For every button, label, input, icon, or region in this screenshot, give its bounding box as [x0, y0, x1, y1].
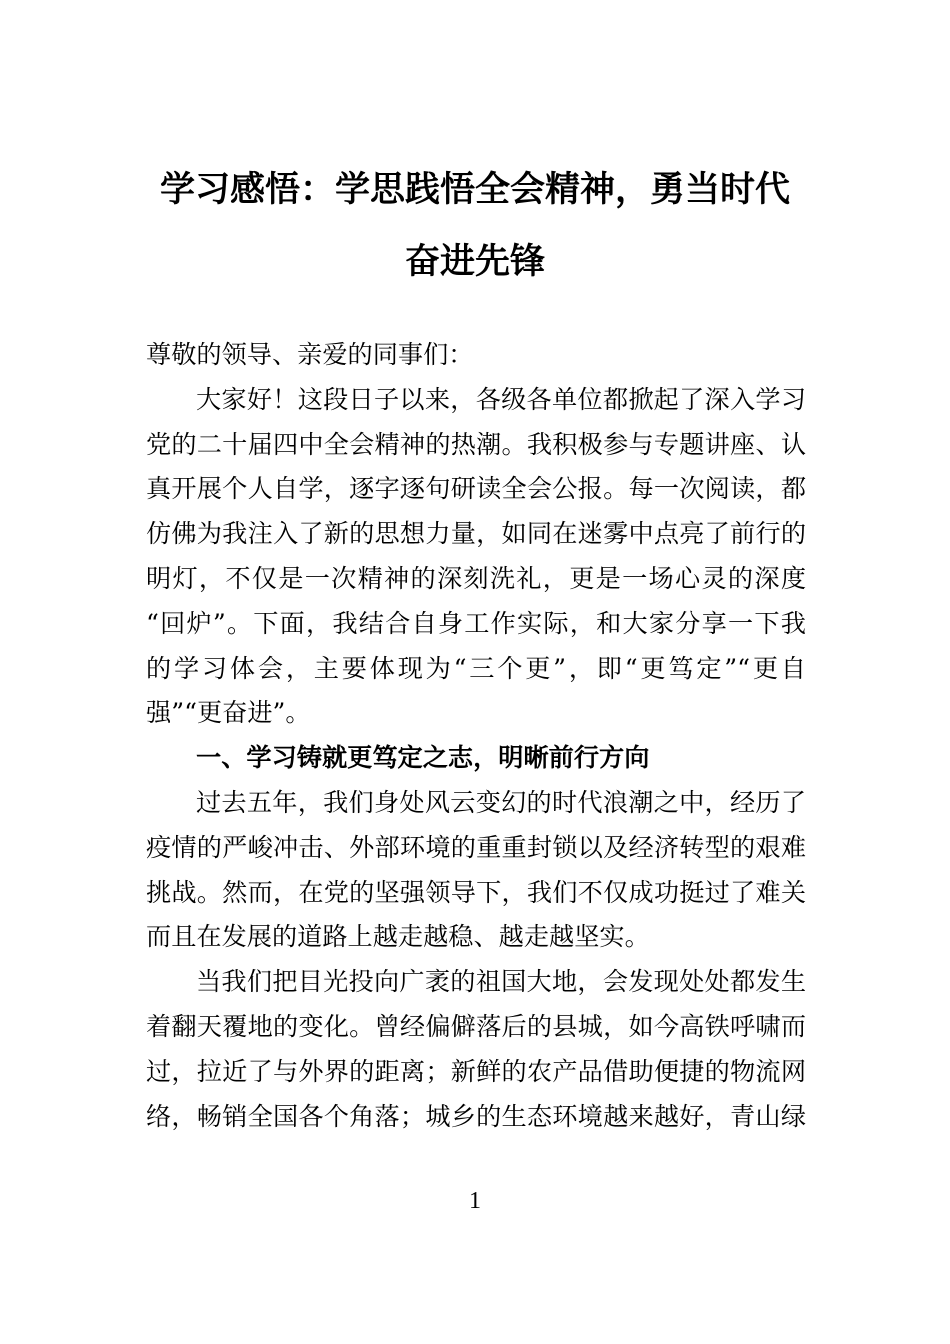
text-line: 明灯，不仅是一次精神的深刻洗礼，更是一场心灵的深度	[146, 563, 806, 593]
section-heading: 一、学习铸就更笃定之志，明晰前行方向	[196, 743, 650, 773]
text-line: 真开展个人自学，逐字逐句研读全会公报。每一次阅读，都	[146, 474, 806, 504]
text-line: 当我们把目光投向广袤的祖国大地，会发现处处都发生	[196, 967, 806, 997]
text-line: 挑战。然而，在党的坚强领导下，我们不仅成功挺过了难关	[146, 877, 806, 907]
text-line: 着翻天覆地的变化。曾经偏僻落后的县城，如今高铁呼啸而	[146, 1011, 806, 1041]
text-line: 尊敬的领导、亲爱的同事们：	[146, 340, 474, 369]
text-line: “回炉”。下面，我结合自身工作实际，和大家分享一下我	[146, 608, 806, 638]
page-number: 1	[469, 1188, 481, 1214]
text-line: 仿佛为我注入了新的思想力量，如同在迷雾中点亮了前行的	[146, 519, 806, 549]
text-line: 过去五年，我们身处风云变幻的时代浪潮之中，经历了	[196, 787, 806, 817]
text-line: 强”“更奋进”。	[146, 698, 311, 728]
title-line-2: 奋进先锋	[404, 242, 545, 282]
title-line-1: 学习感悟：学思践悟全会精神，勇当时代	[159, 170, 790, 210]
text-line: 党的二十届四中全会精神的热潮。我积极参与专题讲座、认	[146, 429, 806, 459]
text-line: 过，拉近了与外界的距离；新鲜的农产品借助便捷的物流网	[146, 1056, 806, 1086]
document-title	[0, 154, 950, 298]
text-line: 的学习体会，主要体现为“三个更”，即“更笃定”“更自	[146, 653, 806, 683]
text-line: 疫情的严峻冲击、外部环境的重重封锁以及经济转型的艰难	[146, 832, 806, 862]
text-line: 而且在发展的道路上越走越稳、越走越坚实。	[146, 922, 650, 952]
text-line: 大家好！这段日子以来，各级各单位都掀起了深入学习	[196, 384, 806, 414]
document-body	[146, 333, 806, 1139]
text-line: 络，畅销全国各个角落；城乡的生态环境越来越好，青山绿	[146, 1101, 806, 1131]
